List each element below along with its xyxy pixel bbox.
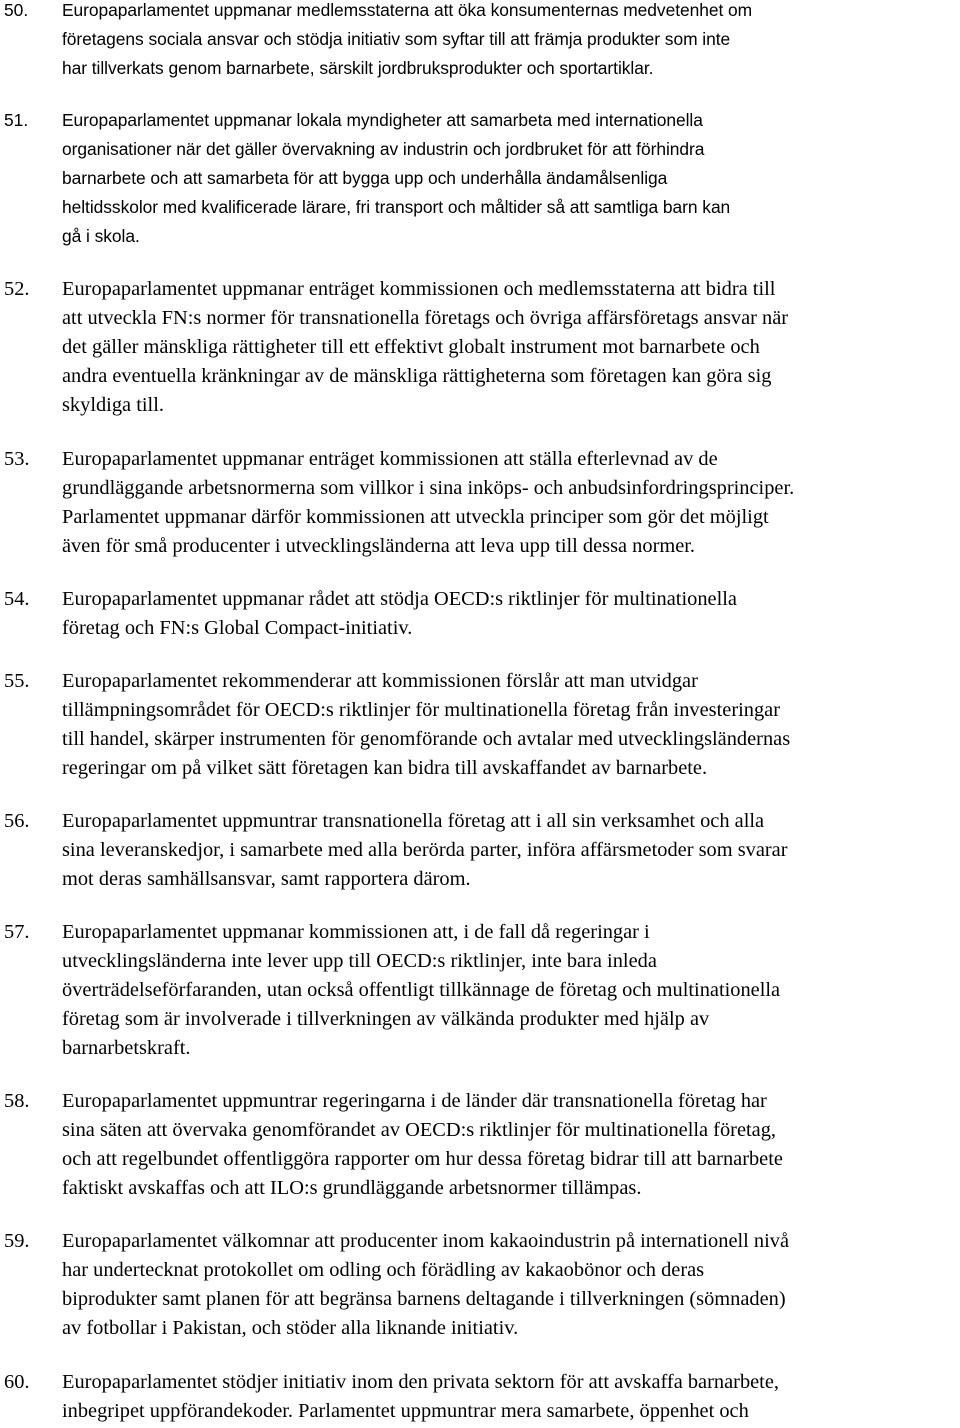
paragraph-number: 58. bbox=[4, 1090, 30, 1112]
paragraph-54 bbox=[0, 585, 958, 643]
text-line: Europaparlamentet uppmanar rådet att stödja OECD:s riktlinjer för multinationella bbox=[62, 588, 737, 610]
text-line: företagens sociala ansvar och stödja initiativ som syftar till att främja produkter som inte bbox=[62, 29, 731, 49]
paragraph-number: 60. bbox=[4, 1371, 30, 1393]
paragraph-number: 55. bbox=[4, 670, 30, 692]
paragraph-53 bbox=[0, 445, 958, 561]
paragraph-text bbox=[62, 1087, 958, 1203]
text-line: heltidsskolor med kvalificerade lärare, fri transport och måltider så att samtliga barn kan bbox=[62, 197, 731, 217]
text-line: har undertecknat protokollet om odling och förädling av kakaobönor och deras bbox=[62, 1259, 705, 1281]
text-line: utvecklingsländerna inte lever upp till OECD:s riktlinjer, inte bara inleda bbox=[62, 950, 657, 972]
text-line: Europaparlamentet uppmanar lokala myndigheter att samarbeta med internationella bbox=[62, 110, 703, 130]
text-line: överträdelseförfaranden, utan också offentligt tillkännage de företag och multinationella bbox=[62, 979, 781, 1001]
paragraph-text bbox=[62, 667, 958, 783]
text-line: mot deras samhällsansvar, samt rapportera därom. bbox=[62, 868, 471, 890]
text-line: Europaparlamentet uppmanar kommissionen att, i de fall då regeringar i bbox=[62, 921, 650, 943]
text-line: Europaparlamentet uppmuntrar regeringarna i de länder där transnationella företag har bbox=[62, 1090, 767, 1112]
text-line: Europaparlamentet rekommenderar att kommissionen förslår att man utvidgar bbox=[62, 670, 698, 692]
text-line: företag som är involverade i tillverkningen av välkända produkter med hjälp av bbox=[62, 1008, 710, 1030]
text-line: regeringar om på vilket sätt företagen kan bidra till avskaffandet av barnarbete. bbox=[62, 757, 708, 779]
text-line: Europaparlamentet uppmanar medlemsstaterna att öka konsumenternas medvetenhet om bbox=[62, 0, 753, 20]
text-line: och att regelbundet offentliggöra rapporter om hur dessa företag bidrar till att barnarbete bbox=[62, 1148, 783, 1170]
paragraph-57 bbox=[0, 918, 958, 1063]
text-line: företag och FN:s Global Compact-initiativ. bbox=[62, 617, 413, 639]
paragraph-text bbox=[62, 275, 958, 420]
paragraph-58 bbox=[0, 1087, 958, 1203]
text-line: har tillverkats genom barnarbete, särskilt jordbruksprodukter och sportartiklar. bbox=[62, 58, 654, 78]
text-line: tillämpningsområdet för OECD:s riktlinjer för multinationella företag från investeringar bbox=[62, 699, 781, 721]
text-line: barnarbete och att samarbeta för att bygga upp och underhålla ändamålsenliga bbox=[62, 168, 668, 188]
paragraph-number: 59. bbox=[4, 1230, 30, 1252]
text-line: biprodukter samt planen för att begränsa barnens deltagande i tillverkningen (sömnaden) bbox=[62, 1288, 786, 1310]
paragraph-text bbox=[62, 106, 958, 251]
paragraph-text bbox=[62, 918, 958, 1063]
paragraph-number: 53. bbox=[4, 448, 30, 470]
text-line: Europaparlamentet uppmanar enträget kommissionen att ställa efterlevnad av de bbox=[62, 448, 718, 470]
text-line: sina leveranskedjor, i samarbete med alla berörda parter, införa affärsmetoder som svarar bbox=[62, 839, 788, 861]
text-line: att utveckla FN:s normer för transnationella företags och övriga affärsföretags ansvar när bbox=[62, 307, 789, 329]
paragraph-number: 57. bbox=[4, 921, 30, 943]
text-line: faktiskt avskaffas och att ILO:s grundläggande arbetsnormer tillämpas. bbox=[62, 1177, 642, 1199]
text-line: Europaparlamentet uppmuntrar transnationella företag att i all sin verksamhet och alla bbox=[62, 810, 765, 832]
paragraph-text bbox=[62, 0, 958, 83]
text-line: Europaparlamentet välkomnar att producenter inom kakaoindustrin på internationell nivå bbox=[62, 1230, 790, 1252]
paragraph-number: 56. bbox=[4, 810, 30, 832]
text-line: sina säten att övervaka genomförandet av OECD:s riktlinjer för multinationella företag, bbox=[62, 1119, 777, 1141]
paragraph-55 bbox=[0, 667, 958, 783]
text-line: organisationer när det gäller övervakning av industrin och jordbruket för att förhindra bbox=[62, 139, 705, 159]
paragraph-text bbox=[62, 445, 958, 561]
paragraph-text bbox=[62, 1227, 958, 1343]
paragraph-50 bbox=[0, 0, 958, 83]
paragraph-52 bbox=[0, 275, 958, 420]
text-line: grundläggande arbetsnormerna som villkor i sina inköps- och anbudsinfordringsprinciper. bbox=[62, 477, 795, 499]
text-line: inbegripet uppförandekoder. Parlamentet uppmuntrar mera samarbete, öppenhet och bbox=[62, 1400, 749, 1422]
paragraph-number: 52. bbox=[4, 278, 30, 300]
text-line: barnarbetskraft. bbox=[62, 1037, 191, 1059]
paragraph-51 bbox=[0, 106, 958, 251]
text-line: gå i skola. bbox=[62, 226, 140, 246]
text-line: andra eventuella kränkningar av de mänskliga rättigheterna som företagen kan göra sig bbox=[62, 365, 772, 387]
text-line: till handel, skärper instrumenten för genomförande och avtalar med utvecklingsländernas bbox=[62, 728, 791, 750]
paragraph-60 bbox=[0, 1368, 958, 1426]
text-line: även för små producenter i utvecklingsländerna att leva upp till dessa normer. bbox=[62, 535, 696, 557]
text-line: skyldiga till. bbox=[62, 394, 164, 416]
text-line: det gäller mänskliga rättigheter till ett effektivt globalt instrument mot barnarbete och bbox=[62, 336, 760, 358]
paragraph-59 bbox=[0, 1227, 958, 1343]
text-line: Europaparlamentet uppmanar enträget kommissionen och medlemsstaterna att bidra till bbox=[62, 278, 776, 300]
text-line: av fotbollar i Pakistan, och stöder alla liknande initiativ. bbox=[62, 1317, 519, 1339]
paragraph-text bbox=[62, 807, 958, 894]
paragraph-number: 50. bbox=[4, 0, 29, 20]
paragraph-text bbox=[62, 585, 958, 643]
paragraph-text bbox=[62, 1368, 958, 1426]
paragraph-number: 51. bbox=[4, 110, 29, 130]
text-line: Parlamentet uppmanar därför kommissionen att utveckla principer som gör det möjligt bbox=[62, 506, 769, 528]
paragraph-number: 54. bbox=[4, 588, 30, 610]
paragraph-56 bbox=[0, 807, 958, 894]
text-line: Europaparlamentet stödjer initiativ inom den privata sektorn för att avskaffa barnarbete, bbox=[62, 1371, 779, 1393]
